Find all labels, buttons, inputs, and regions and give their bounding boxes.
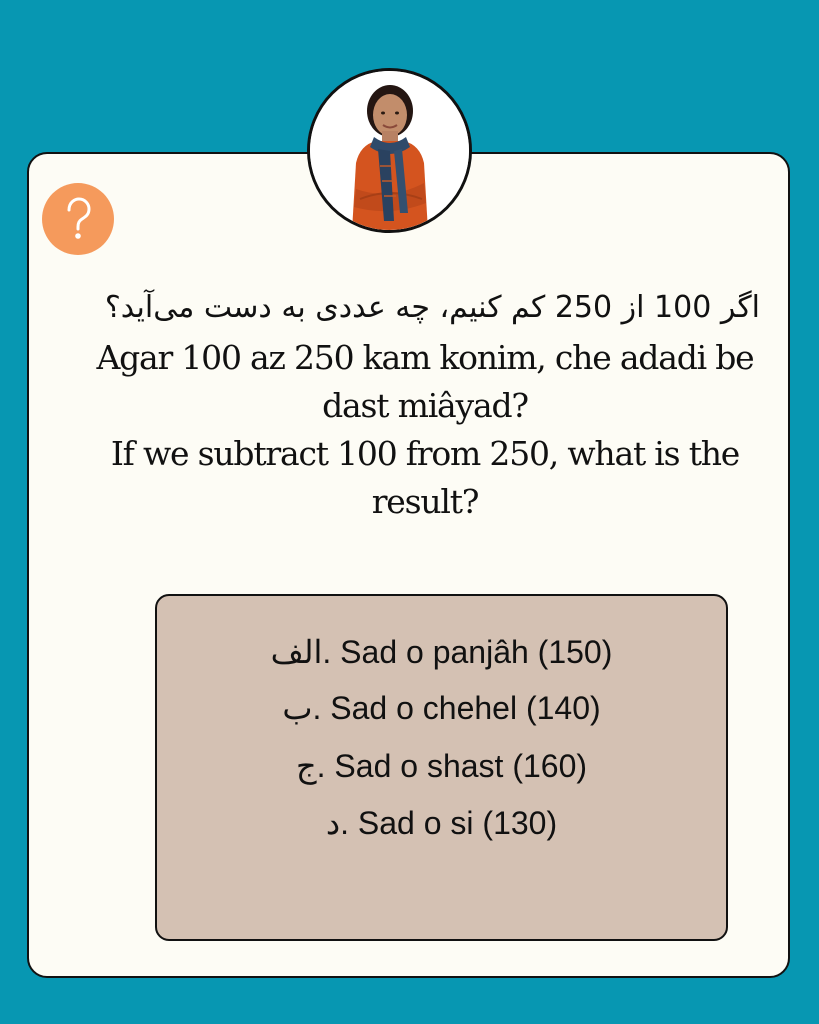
option-c[interactable]: ج. Sad o shast (160)	[295, 748, 588, 784]
question-persian: اگر 100 از 250 کم کنیم، چه عددی به دست می‌آید؟	[104, 290, 760, 325]
avatar	[307, 68, 472, 233]
question-english: If we subtract 100 from 250, what is the result?	[110, 434, 740, 521]
question-transliteration: Agar 100 az 250 kam konim, che adadi be dast miâyad?	[96, 338, 754, 425]
question-mark-icon	[58, 196, 98, 242]
question-text	[70, 282, 780, 526]
person-photo	[310, 71, 470, 231]
option-d[interactable]: د. Sad o si (130)	[325, 805, 558, 841]
option-a[interactable]: الف. Sad o panjâh (150)	[270, 634, 613, 670]
answer-options-box	[155, 594, 728, 941]
option-b[interactable]: ب. Sad o chehel (140)	[282, 690, 601, 726]
help-badge[interactable]	[42, 183, 114, 255]
